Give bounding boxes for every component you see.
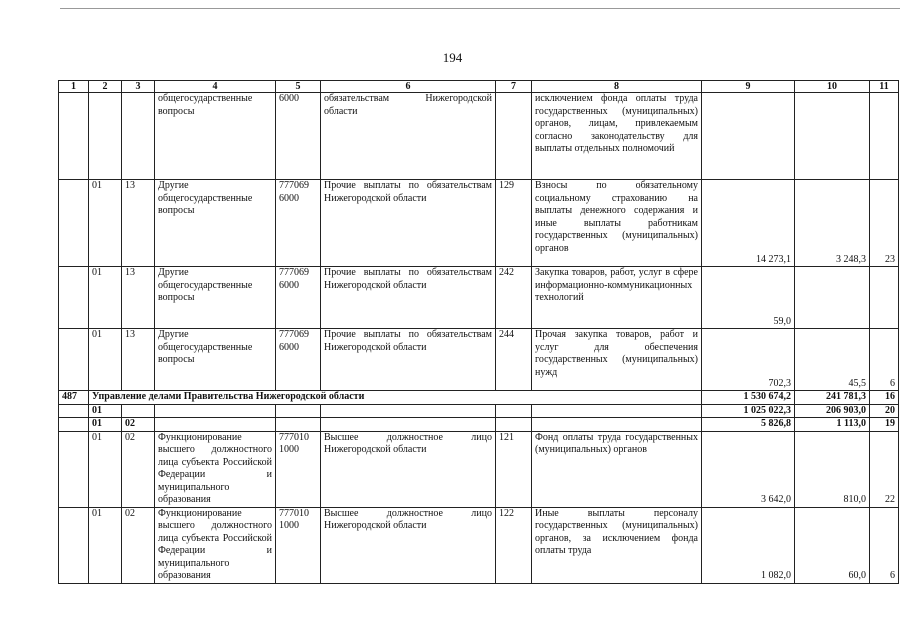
cell-executed: 810,0 [795,431,870,507]
table-row [59,507,899,583]
cell-target-name: Прочие выплаты по обязательствам Нижегородской области [321,329,496,391]
cell-section-name: Функционирование высшего должностного лица субъекта Российской Федерации и муниципального образования [155,507,276,583]
cell-target-name: обязательствам Нижегородской области [321,93,496,180]
section-total-row [59,404,899,418]
cell-target-code: 777069 6000 [276,267,321,329]
cell-subsection: 02 [122,431,155,507]
page-number: 194 [442,50,463,65]
cell-subsection [122,93,155,180]
cell-executed [795,93,870,180]
cell-section: 01 [89,404,122,418]
cell-subsection: 02 [122,507,155,583]
cell-target-name: Высшее должностное лицо Нижегородской области [321,507,496,583]
cell-subsection: 13 [122,267,155,329]
subsection-total-row [59,418,899,432]
cell-section: 01 [89,507,122,583]
cell-expense-name: Фонд оплаты труда государственных (муниципальных) органов [532,431,702,507]
cell-amount: 3 642,0 [702,431,795,507]
table-row [59,180,899,267]
cell-expense-type: 129 [496,180,532,267]
cell-subsection: 02 [122,418,155,432]
cell-c1 [59,180,89,267]
cell-percent: 22 [870,431,899,507]
cell-org-title: Управление делами Правительства Нижегородской области [89,391,702,405]
cell-section: 01 [89,418,122,432]
cell-percent: 16 [870,391,899,405]
cell-percent: 19 [870,418,899,432]
col-header: 10 [795,81,870,93]
org-total-row [59,391,899,405]
table-row [59,431,899,507]
col-header: 2 [89,81,122,93]
table-row [59,93,899,180]
cell-c1 [59,93,89,180]
cell-section-name: Другие общегосударственные вопросы [155,267,276,329]
col-header: 11 [870,81,899,93]
cell-expense-type: 244 [496,329,532,391]
cell-target-name: Высшее должностное лицо Нижегородской области [321,431,496,507]
cell-amount: 5 826,8 [702,418,795,432]
col-header: 6 [321,81,496,93]
cell-expense-type [496,93,532,180]
col-header: 9 [702,81,795,93]
cell-target-code: 777010 1000 [276,431,321,507]
cell-target-name: Прочие выплаты по обязательствам Нижегородской области [321,180,496,267]
cell-executed: 1 113,0 [795,418,870,432]
cell-expense-name: исключением фонда оплаты труда государственных (муниципальных) органов, лицам, привлекаемым согласно законодательству для выплаты отдельных полномочий [532,93,702,180]
cell-executed: 241 781,3 [795,391,870,405]
cell-executed: 3 248,3 [795,180,870,267]
cell-amount: 702,3 [702,329,795,391]
cell-target-name: Прочие выплаты по обязательствам Нижегородской области [321,267,496,329]
cell-expense-type: 121 [496,431,532,507]
cell-c1 [59,431,89,507]
table-row [59,329,899,391]
cell-expense-type: 242 [496,267,532,329]
col-header: 4 [155,81,276,93]
cell-amount: 1 530 674,2 [702,391,795,405]
cell-section-name: общегосударственные вопросы [155,93,276,180]
cell-c1 [59,267,89,329]
cell-percent: 6 [870,329,899,391]
cell-section-name: Функционирование высшего должностного лица субъекта Российской Федерации и муниципального образования [155,431,276,507]
cell-percent [870,267,899,329]
cell-target-code: 777069 6000 [276,329,321,391]
cell-executed: 45,5 [795,329,870,391]
cell-expense-name: Закупка товаров, работ, услуг в сфере информационно-коммуникационных технологий [532,267,702,329]
cell-section: 01 [89,431,122,507]
cell-c1 [59,329,89,391]
cell-section: 01 [89,180,122,267]
col-header: 1 [59,81,89,93]
cell-section-name: Другие общегосударственные вопросы [155,329,276,391]
cell-expense-name: Взносы по обязательному социальному страхованию на выплаты денежного содержания и иные выплаты работникам государственных (муниципальных) органов [532,180,702,267]
cell-c1 [59,507,89,583]
col-header: 5 [276,81,321,93]
top-border-line [60,8,900,9]
cell-executed [795,267,870,329]
cell-section: 01 [89,267,122,329]
cell-section-name: Другие общегосударственные вопросы [155,180,276,267]
cell-expense-name: Прочая закупка товаров, работ и услуг для обеспечения государственных (муниципальных) нужд [532,329,702,391]
cell-subsection: 13 [122,329,155,391]
cell-percent: 20 [870,404,899,418]
cell-amount [702,93,795,180]
col-header: 7 [496,81,532,93]
cell-percent: 6 [870,507,899,583]
cell-section: 01 [89,329,122,391]
budget-table [58,80,899,584]
cell-amount: 14 273,1 [702,180,795,267]
cell-target-code: 6000 [276,93,321,180]
cell-executed: 206 903,0 [795,404,870,418]
cell-expense-type: 122 [496,507,532,583]
header-row [59,81,899,93]
cell-amount: 59,0 [702,267,795,329]
cell-percent: 23 [870,180,899,267]
cell-section [89,93,122,180]
col-header: 3 [122,81,155,93]
cell-amount: 1 025 022,3 [702,404,795,418]
table-row [59,267,899,329]
cell-subsection: 13 [122,180,155,267]
cell-amount: 1 082,0 [702,507,795,583]
cell-percent [870,93,899,180]
cell-target-code: 777010 1000 [276,507,321,583]
cell-executed: 60,0 [795,507,870,583]
cell-org-code: 487 [59,391,89,405]
cell-target-code: 777069 6000 [276,180,321,267]
cell-expense-name: Иные выплаты персоналу государственных (муниципальных) органов, за исключением фонда оплаты труда [532,507,702,583]
col-header: 8 [532,81,702,93]
